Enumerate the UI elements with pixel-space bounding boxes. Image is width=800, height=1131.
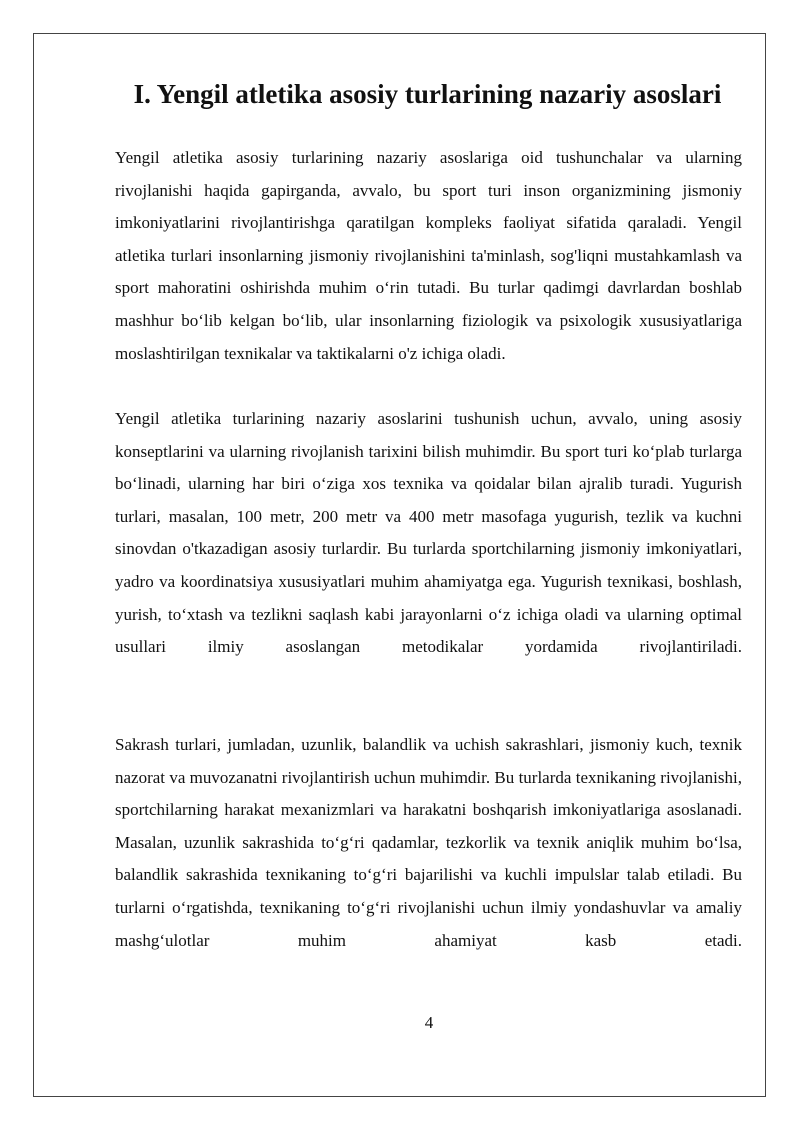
page-number: 4 <box>424 1013 434 1032</box>
paragraph-1: Yengil atletika asosiy turlarining nazariy asoslariga oid tushunchalar va ularning rivojlanishi haqida gapirganda, avvalo, bu sport turi inson organizmining jismoniy imkoniyatlarini rivojlantirishga qaratilgan kompleks faoliyat sifatida qaraladi. Yengil atletika turlari insonlarning jismoniy rivojlanishini ta'minlash, sog'liqni mustahkamlash va sport mahoratini oshirishda muhim o‘rin tutadi. Bu turlar qadimgi davrlardan boshlab mashhur bo‘lib kelgan bo‘lib, ular insonlarning fiziologik va psixologik xususiyatlariga moslashtirilgan texnikalar va taktikalarni o'z ichiga oladi. <box>115 148 742 363</box>
section-heading: I. Yengil atletika asosiy turlarining nazariy asoslari <box>133 79 722 109</box>
paragraph-3: Sakrash turlari, jumladan, uzunlik, balandlik va uchish sakrashlari, jismoniy kuch, texnik nazorat va muvozanatni rivojlantirish uchun muhimdir. Bu turlarda texnikaning rivojlanishi, sportchilarning harakat mexanizmlari va harakatni boshqarish imkoniyatlariga asoslanadi. Masalan, uzunlik sakrashida to‘g‘ri qadamlar, tezkorlik va texnik aniqlik muhim bo‘lsa, balandlik sakrashida texnikaning to‘g‘ri bajarilishi va kuchli impulslar talab etiladi. Bu turlarni o‘rgatishda, texnikaning to‘g‘ri rivojlanishi uchun ilmiy yondashuvlar va amaliy mashg‘ulotlar muhim ahamiyat kasb etadi. <box>115 735 742 950</box>
paragraph-2: Yengil atletika turlarining nazariy asoslarini tushunish uchun, avvalo, uning asosiy konseptlarini va ularning rivojlanish tarixini bilish muhimdir. Bu sport turi ko‘plab turlarga bo‘linadi, ularning har biri o‘ziga xos texnika va qoidalar bilan ajralib turadi. Yugurish turlari, masalan, 100 metr, 200 metr va 400 metr masofaga yugurish, tezlik va kuchni sinovdan o'tkazadigan asosiy turlardir. Bu turlarda sportchilarning jismoniy imkoniyatlari, yadro va koordinatsiya xususiyatlari muhim ahamiyatga ega. Yugurish texnikasi, boshlash, yurish, to‘xtash va tezlikni saqlash kabi jarayonlarni o‘z ichiga oladi va ularning optimal usullari ilmiy asoslangan metodikalar yordamida rivojlantiriladi. <box>115 409 742 657</box>
